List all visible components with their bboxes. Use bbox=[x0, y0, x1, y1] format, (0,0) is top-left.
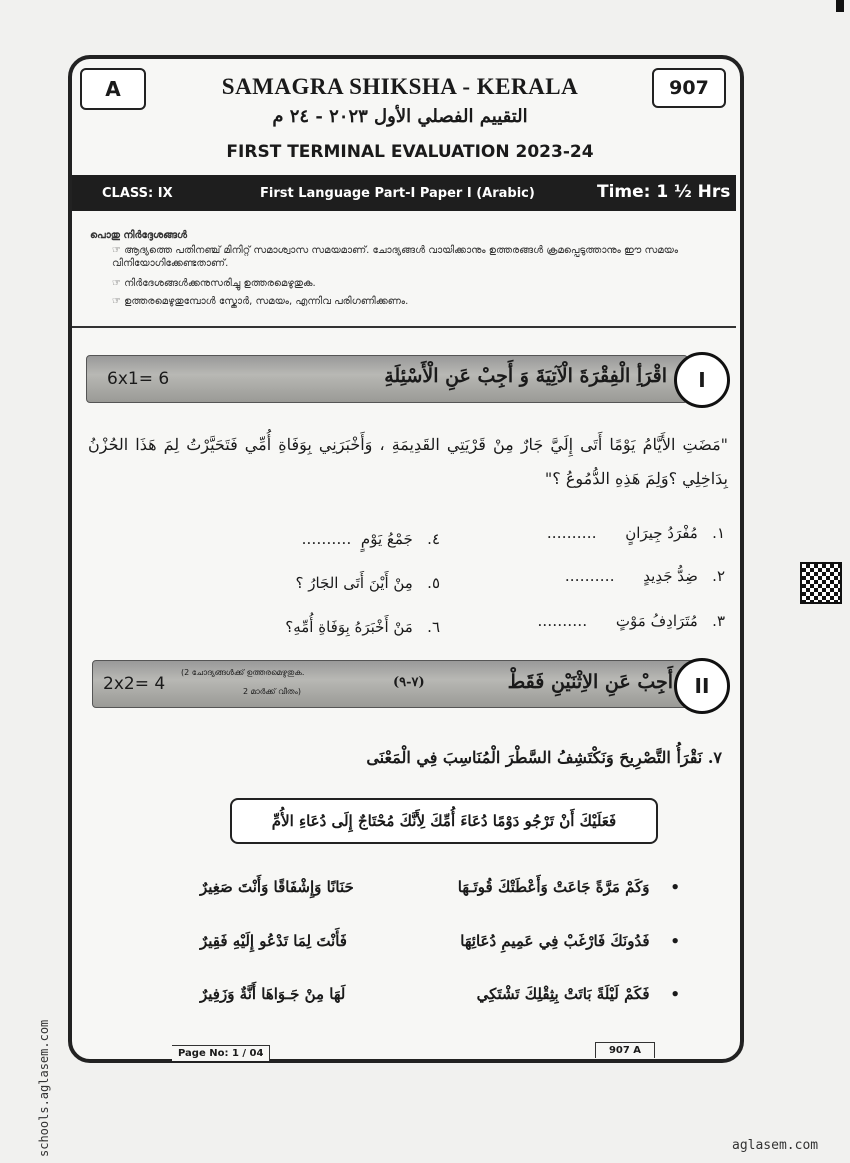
bullet-icon: • bbox=[670, 878, 680, 896]
section-1-header bbox=[86, 355, 688, 403]
section-2-header bbox=[92, 660, 694, 708]
question-6: ٦. مَنْ أَخْبَرَهُ بِوَفَاةِ أُمِّهِ؟ bbox=[285, 618, 440, 636]
bullet-icon: • bbox=[670, 985, 680, 1003]
class-label: CLASS: IX bbox=[102, 186, 173, 201]
section-2-range: (٧-٩) bbox=[393, 675, 425, 690]
arabic-title: التقييم الفصلي الأول ٢٠٢٣ - ٢٤ م bbox=[272, 106, 528, 127]
verse-1: • وَكَمْ مَرَّةً جَاعَتْ وَأَعْطَتْكَ قُوتَـهَا حَنَانًا وَإِشْفَاقًا وَأَنْتَ صَغِيرٌ bbox=[200, 878, 680, 896]
hand-pointer-icon: ☞ bbox=[112, 278, 125, 289]
section-2-note: 2 മാർക്ക് വീതം) bbox=[243, 687, 301, 696]
corner-watermark: aglasem.com bbox=[732, 1138, 819, 1153]
hand-pointer-icon: ☞ bbox=[112, 296, 125, 307]
question-4: ٤. جَمْعُ يَوْمٍ ………. bbox=[301, 530, 440, 548]
paper-code-box: 907 bbox=[652, 68, 726, 108]
passage: "مَضَتِ الأَيَّامُ يَوْمًا أَتَى إِلَيَّ جَارٌ مِنْ قَرْيَتِي القَدِيمَةِ ، وَأَخْبَرَنِي بِوَفَاةِ أُمِّي فَتَحَيَّرْتُ لِمَ هَذَا الحُزْنُ بِدَاخِلِي ؟وَلِمَ هَذِهِ الدُّمُوعُ ؟" bbox=[88, 435, 728, 488]
question-2: ٢. ضِدُّ جَدِيدٍ ………. bbox=[564, 567, 725, 585]
section-2-marks: 2x2= 4 bbox=[103, 674, 166, 694]
question-3: ٣. مُتَرَادِفُ مَوْتٍ ………. bbox=[537, 612, 725, 630]
hand-pointer-icon: ☞ bbox=[112, 245, 125, 256]
instruction-item: ☞ നിർദേശങ്ങൾക്കനുസരിച്ചു ഉത്തരമെഴുതുക. bbox=[112, 278, 316, 289]
verse-3: • فَكَمْ لَيْلَةً بَاتَتْ بِثِقْلِكَ تَشْتَكِي لَهَا مِنْ جَـوَاهَا أَنَّةٌ وَزَفِيرٌ bbox=[200, 985, 680, 1003]
statement-box: فَعَلَيْكَ أَنْ تَرْجُو دَوْمًا دُعَاءَ أُمِّكَ لِأَنَّكَ مُحْتَاجٌ إِلَى دُعَاءِ الأُمِّ bbox=[230, 798, 658, 844]
instructions-heading: പൊതു നിർദ്ദേശങ്ങൾ bbox=[90, 230, 188, 241]
exam-title: FIRST TERMINAL EVALUATION 2023-24 bbox=[226, 142, 594, 162]
side-watermark: schools.aglasem.com bbox=[37, 1019, 51, 1157]
divider bbox=[72, 326, 736, 328]
section-1-number: I bbox=[674, 352, 730, 408]
org-title: SAMAGRA SHIKSHA - KERALA bbox=[221, 74, 579, 99]
set-code-box: A bbox=[80, 68, 146, 110]
section-1-title: اقْرَأِ الْفِقْرَةَ الْآتِيَةَ وَ أَجِبْ عَنِ الْأَسْئِلَةِ bbox=[384, 365, 667, 387]
question-7: ٧. نَقْرَأُ التَّصْرِيحَ وَنَكْتَشِفُ السَّطْرَ الْمُنَاسِبَ فِي الْمَعْنَى bbox=[366, 748, 722, 767]
verse-2: • فَدُونَكَ فَارْغَبْ فِي عَمِيمِ دُعَائِهَا فَأَنْتَ لِمَا تَدْعُو إِلَيْهِ فَقِيرٌ bbox=[200, 932, 680, 950]
subject-label: First Language Part-I Paper I (Arabic) bbox=[260, 186, 535, 201]
page-number: Page No: 1 / 04 bbox=[172, 1045, 270, 1061]
footer-code: 907 A bbox=[595, 1042, 655, 1058]
scan-mark bbox=[836, 0, 844, 12]
section-1-marks: 6x1= 6 bbox=[107, 369, 170, 389]
time-label: Time: 1 ½ Hrs bbox=[597, 182, 731, 202]
qr-code bbox=[800, 562, 842, 604]
question-1: ١. مُفْرَدُ جِيرَانٍ ………. bbox=[546, 524, 725, 542]
section-2-number: II bbox=[674, 658, 730, 714]
class-bar bbox=[72, 175, 736, 211]
section-2-title: أَجِبْ عَنِ الاِثْنَيْنِ فَقَطْ bbox=[507, 671, 673, 693]
instruction-item: ☞ ഉത്തരമെഴുതുമ്പോൾ സ്കോർ, സമയം, എന്നിവ പരിഗണിക്കണം. bbox=[112, 296, 409, 307]
section-2-note: (2 ചോദ്യങ്ങൾക്ക് ഉത്തരമെഴുതുക. bbox=[181, 668, 305, 677]
instruction-item: ☞ ആദ്യത്തെ പതിനഞ്ച് മിനിറ്റ് സമാശ്വാസ സമയമാണ്. ചോദ്യങ്ങൾ വായിക്കാനും ഉത്തരങ്ങൾ ക്രമപ്പെടുത്താനും ഈ സമയം വിനിയോഗിക്കേണ്ടതാണ്. bbox=[112, 245, 679, 269]
bullet-icon: • bbox=[670, 932, 680, 950]
question-5: ٥. مِنْ أَيْنَ أَتَى الجَارُ ؟ bbox=[295, 574, 440, 592]
